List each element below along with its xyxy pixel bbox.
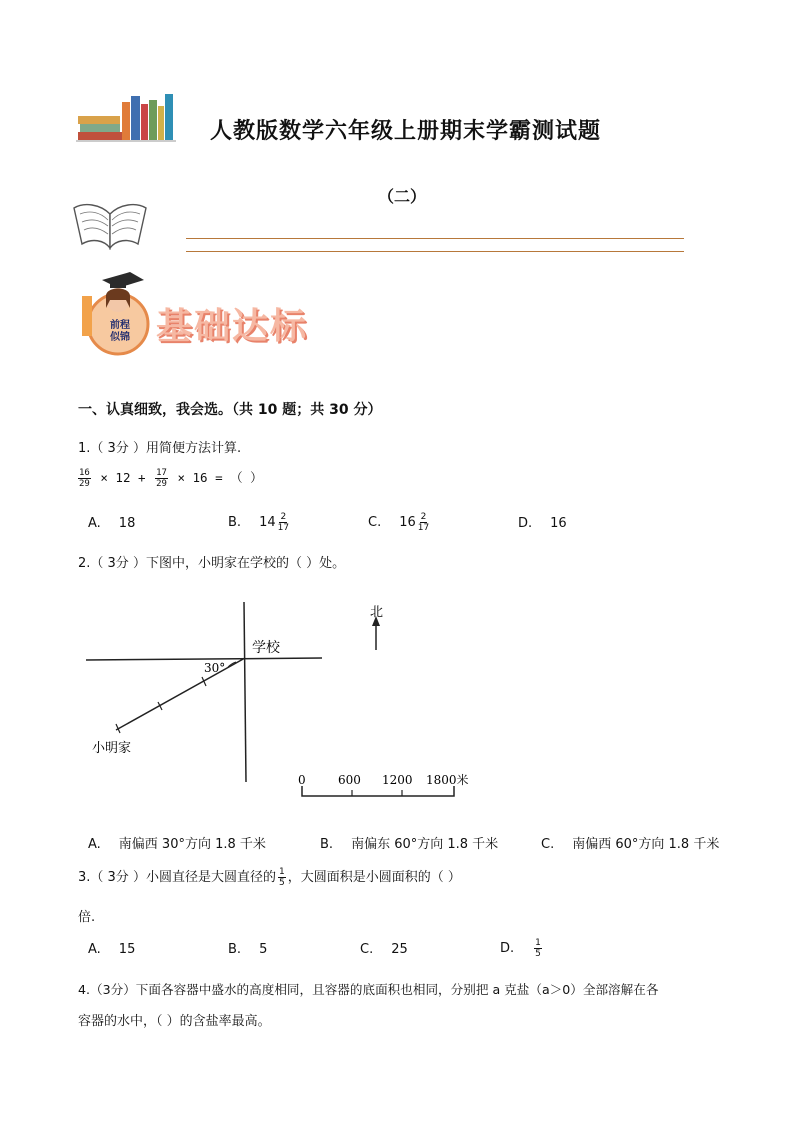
north-label: 北 bbox=[370, 605, 384, 620]
q1-option-b[interactable]: B. 14 $\frac{2}{17}$ bbox=[228, 512, 290, 533]
angle-label: 30° bbox=[204, 661, 226, 675]
q2-stem: 2.（ 3分 ）下图中，小明家在学校的（ ）处。 bbox=[78, 556, 346, 571]
q1-stem: 1.（ 3分 ）用简便方法计算. bbox=[78, 441, 242, 456]
page-title: 人教版数学六年级上册期末学霸测试题 bbox=[210, 118, 602, 144]
section-heading: 一、认真细致，我会选。（共 10 题；共 30 分） bbox=[78, 402, 382, 418]
q3-stem-after: ，大圆面积是小圆面积的（ ） bbox=[287, 870, 461, 885]
q2-option-c[interactable]: C. 南偏西 60°方向 1.8 千米 bbox=[541, 837, 720, 852]
q2-direction-figure bbox=[80, 600, 500, 810]
banner-title: 基础达标 bbox=[156, 306, 309, 347]
q3-option-d[interactable]: D. $\frac{1}{5}$ bbox=[500, 938, 541, 959]
badge-line1: 前程 bbox=[110, 320, 130, 331]
scale-label-0: 0 bbox=[298, 773, 306, 787]
scale-label-600: 600 bbox=[338, 773, 361, 787]
q4-line2: 容器的水中，（ ）的含盐率最高。 bbox=[78, 1014, 271, 1029]
page-subtitle: （二） bbox=[378, 187, 427, 206]
north-south-line bbox=[244, 602, 246, 782]
east-west-line bbox=[86, 658, 322, 660]
scale-bar bbox=[302, 786, 454, 796]
q1-expr-mid: × 12 + bbox=[100, 470, 146, 485]
q1-expression bbox=[76, 468, 263, 489]
q1-option-c[interactable]: C. 16 $\frac{2}{17}$ bbox=[368, 512, 430, 533]
q3-stem-before: 3.（ 3分 ）小圆直径是大圆直径的 bbox=[78, 870, 276, 885]
q3-stem bbox=[78, 866, 461, 888]
q3-option-a[interactable]: A. 15 bbox=[88, 942, 136, 957]
q3-stem-line2: 倍. bbox=[78, 910, 96, 925]
graduate-badge bbox=[74, 266, 158, 358]
school-label: 学校 bbox=[252, 640, 280, 656]
badge-line2: 似锦 bbox=[110, 332, 130, 343]
q2-option-b[interactable]: B. 南偏东 60°方向 1.8 千米 bbox=[320, 837, 499, 852]
q1-frac1: $\frac{16}{29}$ bbox=[79, 468, 90, 489]
q1-option-d[interactable]: D. 16 bbox=[518, 516, 567, 531]
open-book-icon bbox=[70, 196, 150, 252]
books-illustration bbox=[76, 94, 176, 142]
q1-expr-tail: × 16 = （ ） bbox=[177, 470, 263, 485]
scale-label-1200: 1200 bbox=[382, 773, 413, 787]
badge-text bbox=[100, 320, 140, 344]
q4-line1: 4.（3分）下面各容器中盛水的高度相同，且容器的底面积也相同，分别把 a 克盐（a＞0）全部溶解在各 bbox=[78, 982, 659, 997]
q3-frac: $\frac{1}{5}$ bbox=[278, 867, 285, 888]
q3-option-b[interactable]: B. 5 bbox=[228, 942, 268, 957]
title-rule-bottom bbox=[186, 251, 684, 252]
home-direction-line bbox=[116, 658, 245, 730]
scale-label-1800: 1800米 bbox=[426, 773, 469, 787]
q2-option-a[interactable]: A. 南偏西 30°方向 1.8 千米 bbox=[88, 837, 266, 852]
home-label: 小明家 bbox=[92, 741, 132, 756]
q1-frac2: $\frac{17}{29}$ bbox=[156, 468, 167, 489]
title-rule-top bbox=[186, 238, 684, 239]
q3-option-c[interactable]: C. 25 bbox=[360, 942, 408, 957]
q1-option-a[interactable]: A. 18 bbox=[88, 516, 136, 531]
